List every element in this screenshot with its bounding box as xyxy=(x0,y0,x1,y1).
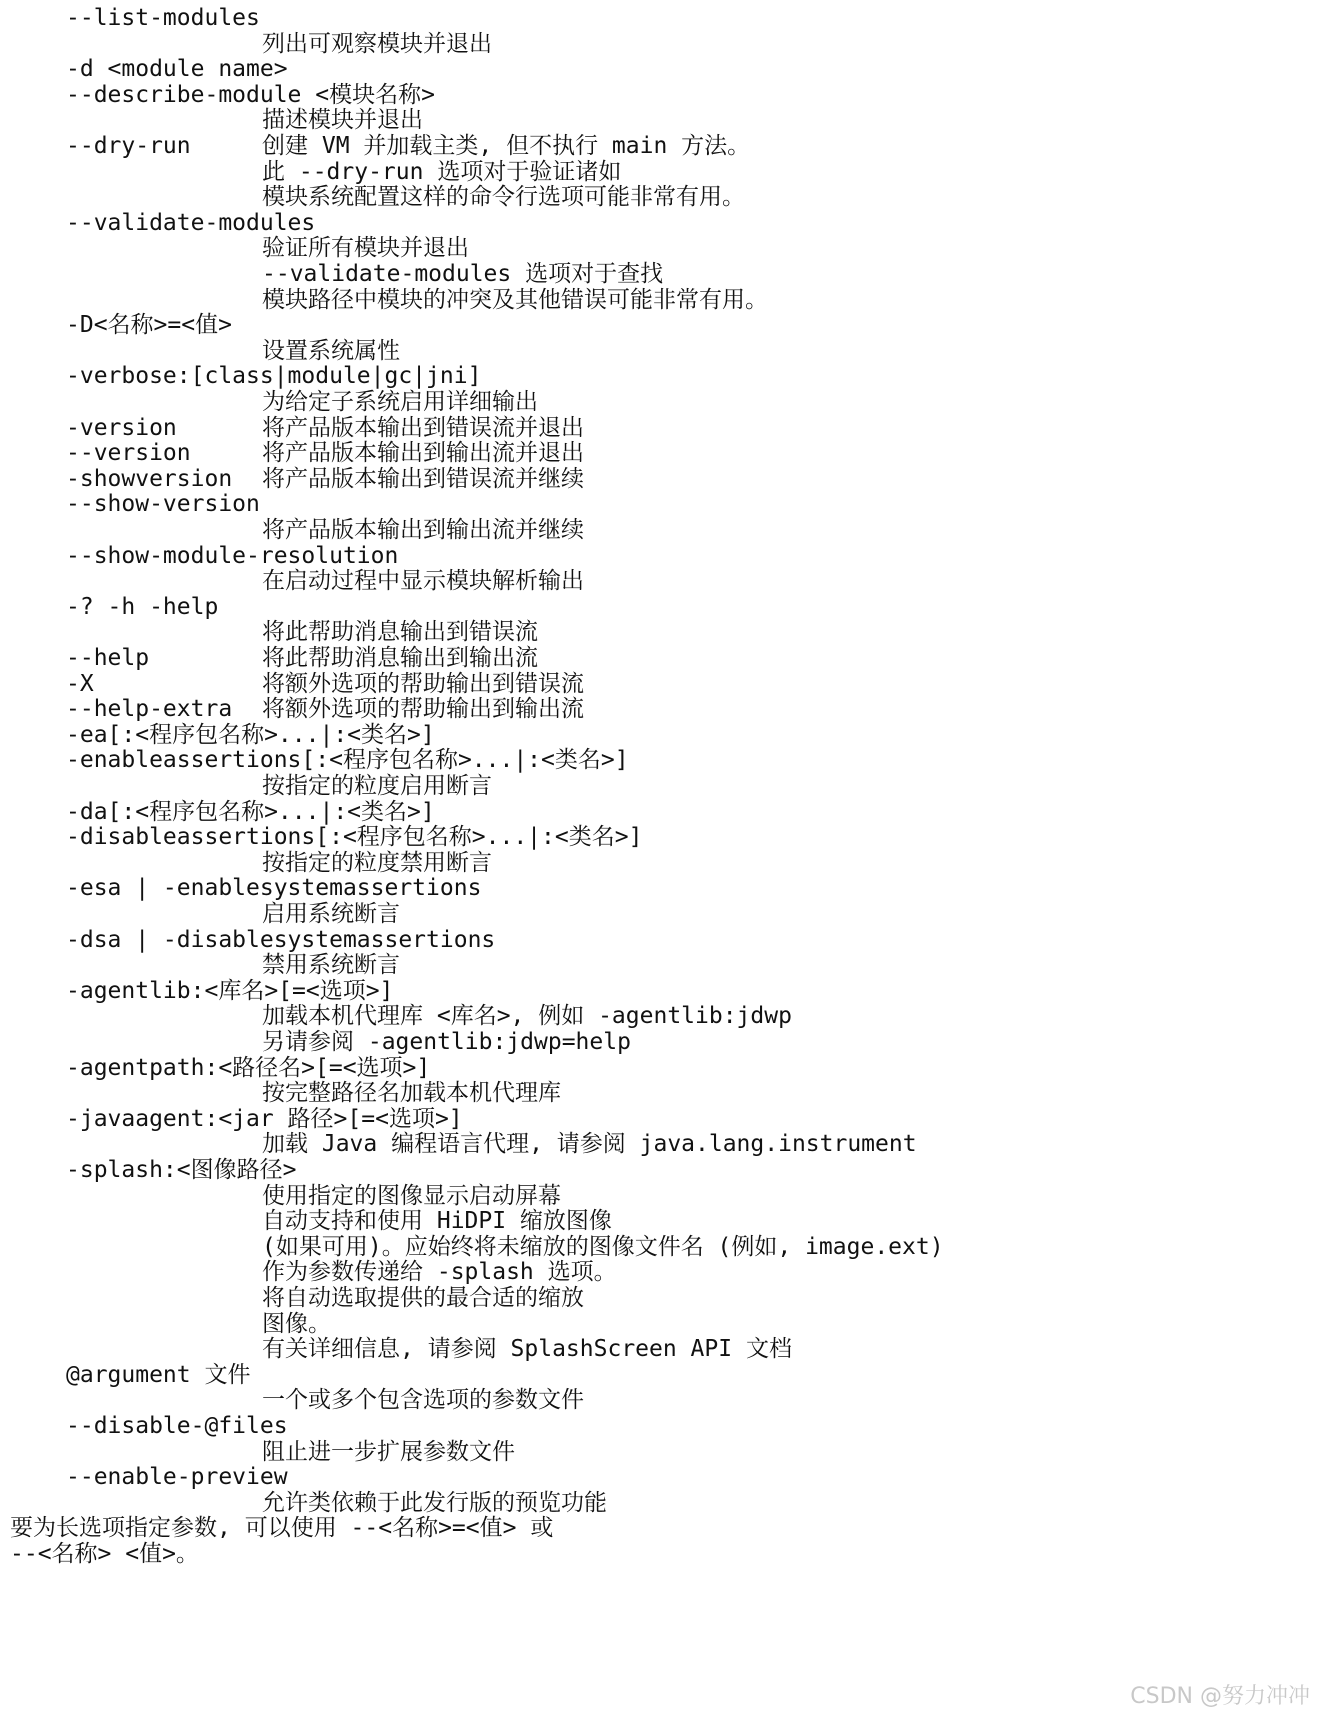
option-description: 使用指定的图像显示启动屏幕 xyxy=(262,1182,561,1209)
option-description: 自动支持和使用 HiDPI 缩放图像 xyxy=(262,1208,612,1235)
option-description: 一个或多个包含选项的参数文件 xyxy=(262,1387,584,1414)
option-text: --show-module-resolution xyxy=(66,542,399,569)
option-text: -? -h -help xyxy=(66,593,219,620)
option-description: 将此帮助消息输出到错误流 xyxy=(262,619,538,646)
option-description: 将额外选项的帮助输出到错误流 xyxy=(262,670,584,697)
option-description: 模块系统配置这样的命令行选项可能非常有用。 xyxy=(262,184,745,211)
footer-text: --<名称> <值>。 xyxy=(10,1541,199,1567)
option-description: 将产品版本输出到输出流并继续 xyxy=(262,517,584,543)
option-text: --disable-@files xyxy=(66,1413,288,1439)
option-description: 按指定的粒度启用断言 xyxy=(262,773,492,799)
option-text: -version xyxy=(66,414,177,441)
footer-text: 要为长选项指定参数, 可以使用 --<名称>=<值> 或 xyxy=(10,1515,554,1542)
option-text: --version xyxy=(66,440,191,467)
option-description: 按完整路径名加载本机代理库 xyxy=(262,1080,561,1107)
option-description: 将产品版本输出到错误流并退出 xyxy=(262,414,584,441)
option-description: 描述模块并退出 xyxy=(262,107,423,134)
option-description: 验证所有模块并退出 xyxy=(262,235,469,262)
option-text: -X xyxy=(66,670,94,697)
option-description: 列出可观察模块并退出 xyxy=(262,30,492,57)
option-text: --show-version xyxy=(66,491,260,518)
option-description: 图像。 xyxy=(262,1310,331,1337)
watermark: CSDN @努力冲冲 xyxy=(1130,1684,1310,1709)
option-description: 作为参数传递给 -splash 选项。 xyxy=(262,1259,617,1286)
option-description: 按指定的粒度禁用断言 xyxy=(262,849,492,876)
option-description: 启用系统断言 xyxy=(262,901,400,927)
option-text: -javaagent:<jar 路径>[=<选项>] xyxy=(66,1105,463,1132)
option-text: -showversion xyxy=(66,465,233,492)
option-text: -da[:<程序包名称>...|:<类名>] xyxy=(66,798,435,825)
option-description: 将产品版本输出到输出流并退出 xyxy=(262,440,584,467)
option-text: -verbose:[class|module|gc|jni] xyxy=(66,363,482,390)
option-text: -d <module name> xyxy=(66,56,288,83)
option-text: -agentlib:<库名>[=<选项>] xyxy=(66,977,394,1004)
option-text: -splash:<图像路径> xyxy=(66,1157,297,1183)
option-description: 此 --dry-run 选项对于验证诸如 xyxy=(262,158,622,185)
option-description: 禁用系统断言 xyxy=(262,952,400,979)
option-description: 有关详细信息, 请参阅 SplashScreen API 文档 xyxy=(262,1336,792,1363)
option-description: 阻止进一步扩展参数文件 xyxy=(262,1438,515,1465)
option-text: -ea[:<程序包名称>...|:<类名>] xyxy=(66,721,435,748)
option-text: --describe-module <模块名称> xyxy=(66,81,435,108)
option-description: 将额外选项的帮助输出到输出流 xyxy=(262,696,584,723)
option-text: -enableassertions[:<程序包名称>...|:<类名>] xyxy=(66,747,629,774)
option-description: 创建 VM 并加载主类, 但不执行 main 方法。 xyxy=(262,133,751,159)
option-text: -D<名称>=<值> xyxy=(66,312,232,339)
option-description: 加载 Java 编程语言代理, 请参阅 java.lang.instrument xyxy=(262,1131,917,1158)
option-text: --help-extra xyxy=(66,696,233,723)
option-text: --dry-run xyxy=(66,133,191,159)
option-text: -agentpath:<路径名>[=<选项>] xyxy=(66,1054,431,1081)
option-description: 允许类依赖于此发行版的预览功能 xyxy=(262,1489,607,1516)
option-description: 设置系统属性 xyxy=(262,337,400,364)
option-text: -disableassertions[:<程序包名称>...|:<类名>] xyxy=(66,824,643,851)
option-description: 将此帮助消息输出到输出流 xyxy=(262,645,538,671)
option-text: --validate-modules xyxy=(66,209,316,236)
option-text: --enable-preview xyxy=(66,1464,288,1491)
option-description: --validate-modules 选项对于查找 xyxy=(262,261,664,287)
option-description: 将产品版本输出到错误流并继续 xyxy=(262,465,584,492)
option-description: 另请参阅 -agentlib:jdwp=help xyxy=(262,1029,631,1055)
option-description: 将自动选取提供的最合适的缩放 xyxy=(262,1285,584,1311)
option-description: 为给定子系统启用详细输出 xyxy=(262,389,538,415)
option-description: 模块路径中模块的冲突及其他错误可能非常有用。 xyxy=(262,286,768,313)
option-text: @argument 文件 xyxy=(66,1361,251,1388)
option-description: 加载本机代理库 <库名>, 例如 -agentlib:jdwp xyxy=(262,1003,792,1030)
option-text: --help xyxy=(66,645,150,671)
option-text: -dsa | -disablesystemassertions xyxy=(66,926,496,953)
option-description: (如果可用)。应始终将未缩放的图像文件名 (例如, image.ext) xyxy=(262,1233,944,1260)
option-text: --list-modules xyxy=(66,5,260,31)
option-description: 在启动过程中显示模块解析输出 xyxy=(262,568,584,595)
option-text: -esa | -enablesystemassertions xyxy=(66,875,482,902)
